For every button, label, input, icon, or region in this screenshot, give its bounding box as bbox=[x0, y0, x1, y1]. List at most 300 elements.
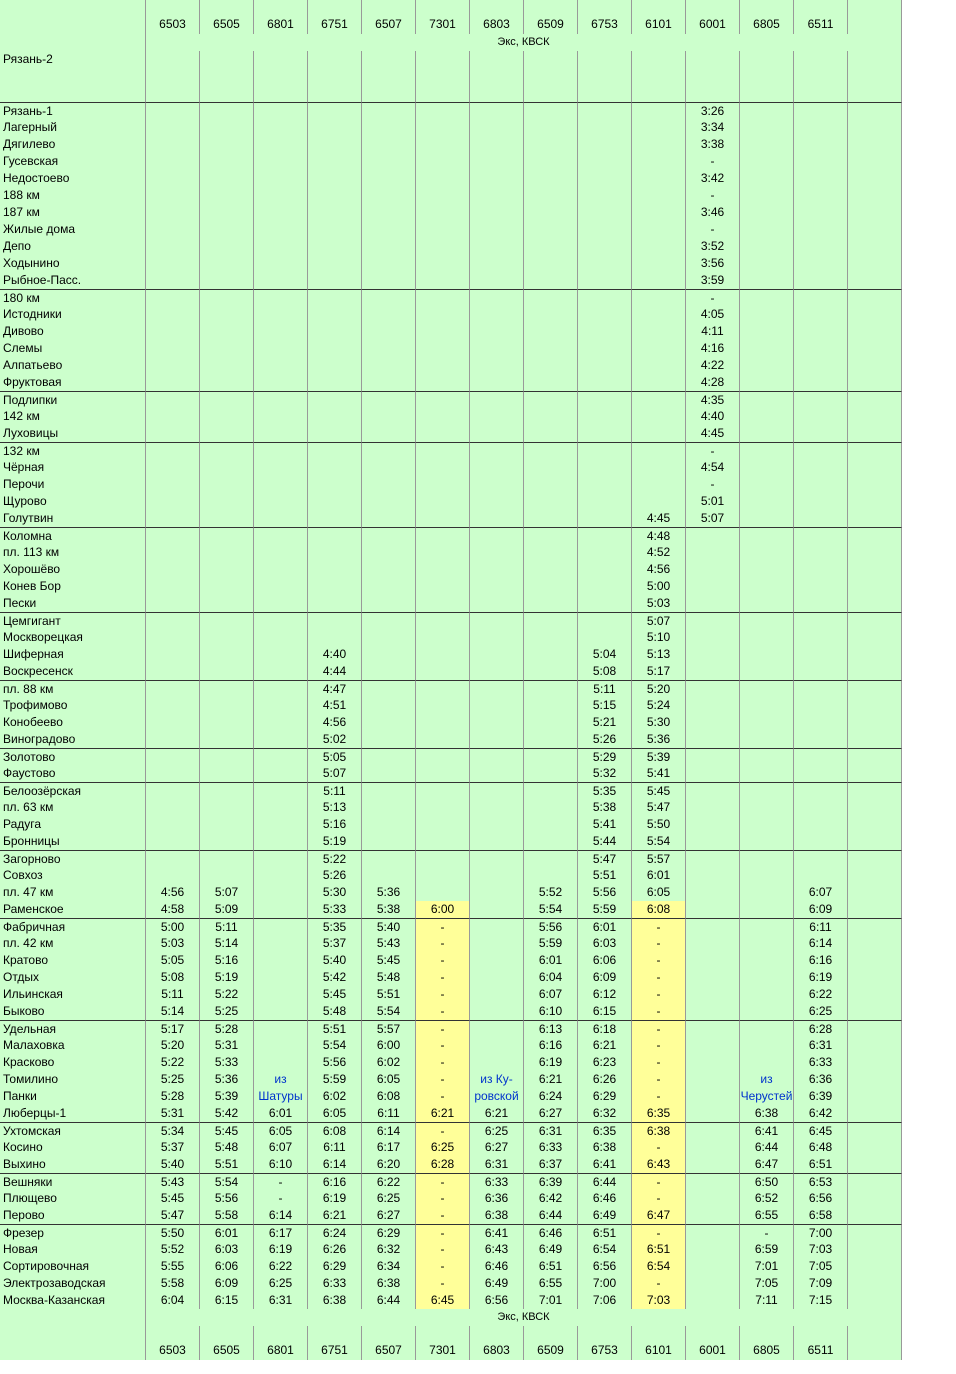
time-cell: 6:11 bbox=[362, 1105, 416, 1122]
time-cell bbox=[308, 221, 362, 238]
time-cell: 5:14 bbox=[146, 1003, 200, 1020]
time-cell bbox=[200, 221, 254, 238]
time-cell bbox=[578, 153, 632, 170]
time-cell bbox=[740, 867, 794, 884]
time-cell bbox=[362, 408, 416, 425]
time-cell bbox=[308, 289, 362, 306]
time-cell: 5:41 bbox=[578, 816, 632, 833]
time-cell bbox=[470, 1037, 524, 1054]
time-cell: 3:38 bbox=[686, 136, 740, 153]
time-cell bbox=[146, 680, 200, 697]
time-cell: 6:11 bbox=[308, 1139, 362, 1156]
time-cell: - bbox=[686, 476, 740, 493]
time-cell bbox=[146, 714, 200, 731]
time-cell: 5:47 bbox=[578, 850, 632, 867]
row-end bbox=[848, 1207, 902, 1224]
time-cell bbox=[362, 221, 416, 238]
time-cell bbox=[794, 850, 848, 867]
time-cell: 6:42 bbox=[794, 1105, 848, 1122]
time-cell: 4:40 bbox=[308, 646, 362, 663]
time-cell: 5:30 bbox=[308, 884, 362, 901]
time-cell bbox=[362, 442, 416, 459]
time-cell: - bbox=[632, 969, 686, 986]
time-cell bbox=[470, 459, 524, 476]
time-cell bbox=[254, 969, 308, 986]
time-cell bbox=[686, 969, 740, 986]
time-cell bbox=[740, 136, 794, 153]
time-cell bbox=[254, 1054, 308, 1071]
row-end bbox=[848, 1241, 902, 1258]
row-end bbox=[848, 816, 902, 833]
time-cell: 7:01 bbox=[740, 1258, 794, 1275]
time-cell bbox=[146, 799, 200, 816]
row-end bbox=[848, 612, 902, 629]
time-cell bbox=[254, 119, 308, 136]
time-cell bbox=[794, 816, 848, 833]
time-cell bbox=[254, 408, 308, 425]
time-cell: 6:20 bbox=[362, 1156, 416, 1173]
time-cell bbox=[524, 425, 578, 442]
blank-cell bbox=[470, 68, 524, 102]
time-cell: 6:21 bbox=[308, 1207, 362, 1224]
time-cell bbox=[632, 170, 686, 187]
time-cell bbox=[254, 374, 308, 391]
time-cell bbox=[308, 629, 362, 646]
train-number-header: 6753 bbox=[578, 0, 632, 34]
time-cell bbox=[308, 272, 362, 289]
time-cell bbox=[470, 374, 524, 391]
time-cell bbox=[308, 527, 362, 544]
time-cell bbox=[308, 459, 362, 476]
station-name: Плющево bbox=[0, 1190, 146, 1207]
time-cell: 5:31 bbox=[200, 1037, 254, 1054]
time-cell bbox=[470, 153, 524, 170]
time-cell bbox=[362, 867, 416, 884]
time-cell bbox=[416, 459, 470, 476]
row-end bbox=[848, 901, 902, 918]
time-cell bbox=[632, 289, 686, 306]
time-cell: 5:07 bbox=[200, 884, 254, 901]
time-cell: 6:55 bbox=[524, 1275, 578, 1292]
time-cell: 5:50 bbox=[146, 1224, 200, 1241]
train-number-header: 6753 bbox=[578, 1326, 632, 1360]
row-end bbox=[848, 731, 902, 748]
time-cell bbox=[146, 782, 200, 799]
time-cell bbox=[200, 561, 254, 578]
time-cell: 4:11 bbox=[686, 323, 740, 340]
time-cell bbox=[686, 663, 740, 680]
time-cell bbox=[524, 119, 578, 136]
time-cell bbox=[254, 799, 308, 816]
row-end bbox=[848, 714, 902, 731]
time-cell: 6:00 bbox=[362, 1037, 416, 1054]
station-name: Дивово bbox=[0, 323, 146, 340]
train-number-header: 6507 bbox=[362, 1326, 416, 1360]
row-end bbox=[848, 680, 902, 697]
time-cell: 5:01 bbox=[686, 493, 740, 510]
time-cell bbox=[308, 374, 362, 391]
time-cell: 5:54 bbox=[308, 1037, 362, 1054]
time-cell: - bbox=[416, 1020, 470, 1037]
time-cell bbox=[200, 850, 254, 867]
time-cell bbox=[470, 918, 524, 935]
time-cell: 5:15 bbox=[578, 697, 632, 714]
time-cell bbox=[524, 459, 578, 476]
row-end bbox=[848, 391, 902, 408]
row-end bbox=[848, 952, 902, 969]
time-cell bbox=[254, 238, 308, 255]
time-cell bbox=[254, 1020, 308, 1037]
time-cell: 5:08 bbox=[578, 663, 632, 680]
time-cell: 6:51 bbox=[578, 1224, 632, 1241]
time-cell bbox=[686, 867, 740, 884]
time-cell bbox=[308, 136, 362, 153]
time-cell bbox=[470, 391, 524, 408]
time-cell: - bbox=[416, 1122, 470, 1139]
time-cell bbox=[362, 306, 416, 323]
time-cell bbox=[254, 510, 308, 527]
time-cell: 7:11 bbox=[740, 1292, 794, 1309]
time-cell bbox=[470, 1054, 524, 1071]
time-cell bbox=[362, 510, 416, 527]
time-cell bbox=[146, 476, 200, 493]
time-cell bbox=[416, 799, 470, 816]
time-cell bbox=[362, 561, 416, 578]
time-cell: 4:56 bbox=[146, 884, 200, 901]
time-cell bbox=[578, 459, 632, 476]
time-cell: 6:31 bbox=[254, 1292, 308, 1309]
station-name: Лагерный bbox=[0, 119, 146, 136]
time-cell bbox=[308, 51, 362, 68]
time-cell: 5:40 bbox=[308, 952, 362, 969]
time-cell: 6:09 bbox=[578, 969, 632, 986]
row-end bbox=[848, 425, 902, 442]
station-name: Москва-Казанская bbox=[0, 1292, 146, 1309]
row-end bbox=[848, 459, 902, 476]
time-cell: 5:54 bbox=[632, 833, 686, 850]
time-cell bbox=[362, 850, 416, 867]
time-cell bbox=[686, 935, 740, 952]
time-cell bbox=[254, 867, 308, 884]
station-name: Выхино bbox=[0, 1156, 146, 1173]
time-cell bbox=[740, 884, 794, 901]
time-cell bbox=[470, 476, 524, 493]
time-cell bbox=[200, 323, 254, 340]
time-cell bbox=[254, 1003, 308, 1020]
time-cell bbox=[578, 119, 632, 136]
time-cell bbox=[686, 595, 740, 612]
time-cell bbox=[794, 442, 848, 459]
time-cell bbox=[686, 1088, 740, 1105]
station-name: Голутвин bbox=[0, 510, 146, 527]
time-cell: - bbox=[632, 1020, 686, 1037]
time-cell bbox=[470, 799, 524, 816]
time-cell: 6:56 bbox=[578, 1258, 632, 1275]
time-cell: 6:38 bbox=[740, 1105, 794, 1122]
time-cell bbox=[524, 510, 578, 527]
time-cell: 6:05 bbox=[308, 1105, 362, 1122]
time-cell: - bbox=[686, 289, 740, 306]
time-cell bbox=[200, 374, 254, 391]
time-cell: 5:39 bbox=[632, 748, 686, 765]
row-end bbox=[848, 153, 902, 170]
time-cell bbox=[686, 1122, 740, 1139]
time-cell bbox=[470, 493, 524, 510]
time-cell bbox=[578, 629, 632, 646]
time-cell bbox=[416, 323, 470, 340]
train-number-header: 6805 bbox=[740, 0, 794, 34]
time-cell bbox=[146, 187, 200, 204]
time-cell bbox=[254, 221, 308, 238]
time-cell: 6:11 bbox=[794, 918, 848, 935]
time-cell: 5:47 bbox=[146, 1207, 200, 1224]
time-cell bbox=[686, 714, 740, 731]
time-cell bbox=[254, 952, 308, 969]
time-cell: 6:47 bbox=[632, 1207, 686, 1224]
time-cell bbox=[362, 238, 416, 255]
blank-cell bbox=[200, 68, 254, 102]
time-cell: 6:22 bbox=[254, 1258, 308, 1275]
origin-note: Шатуры bbox=[254, 1088, 308, 1105]
time-cell: 6:10 bbox=[254, 1156, 308, 1173]
time-cell bbox=[524, 391, 578, 408]
time-cell bbox=[578, 187, 632, 204]
time-cell bbox=[254, 459, 308, 476]
time-cell bbox=[362, 731, 416, 748]
time-cell bbox=[308, 238, 362, 255]
time-cell: 6:46 bbox=[578, 1190, 632, 1207]
row-end bbox=[848, 289, 902, 306]
time-cell: 6:54 bbox=[578, 1241, 632, 1258]
train-number-header: 6505 bbox=[200, 1326, 254, 1360]
time-cell bbox=[146, 153, 200, 170]
station-name: Депо bbox=[0, 238, 146, 255]
time-cell bbox=[146, 136, 200, 153]
time-cell bbox=[200, 629, 254, 646]
time-cell: 6:01 bbox=[200, 1224, 254, 1241]
time-cell bbox=[794, 544, 848, 561]
time-cell: - bbox=[632, 1139, 686, 1156]
time-cell bbox=[308, 510, 362, 527]
time-cell: 5:48 bbox=[362, 969, 416, 986]
time-cell bbox=[524, 476, 578, 493]
time-cell: 6:25 bbox=[794, 1003, 848, 1020]
time-cell bbox=[686, 646, 740, 663]
time-cell: 4:54 bbox=[686, 459, 740, 476]
time-cell bbox=[254, 714, 308, 731]
time-cell bbox=[146, 850, 200, 867]
time-cell bbox=[740, 408, 794, 425]
time-cell: 6:32 bbox=[362, 1241, 416, 1258]
time-cell: 5:51 bbox=[308, 1020, 362, 1037]
time-cell bbox=[470, 595, 524, 612]
time-cell bbox=[632, 442, 686, 459]
time-cell: 4:47 bbox=[308, 680, 362, 697]
time-cell bbox=[632, 238, 686, 255]
time-cell: 6:49 bbox=[470, 1275, 524, 1292]
time-cell bbox=[740, 391, 794, 408]
time-cell bbox=[686, 1292, 740, 1309]
time-cell bbox=[308, 425, 362, 442]
train-number-header: 6509 bbox=[524, 0, 578, 34]
time-cell: 6:07 bbox=[524, 986, 578, 1003]
time-cell bbox=[254, 323, 308, 340]
time-cell: - bbox=[416, 1224, 470, 1241]
time-cell bbox=[632, 391, 686, 408]
time-cell bbox=[794, 187, 848, 204]
time-cell bbox=[254, 425, 308, 442]
time-cell bbox=[200, 748, 254, 765]
row-end bbox=[848, 306, 902, 323]
time-cell bbox=[740, 578, 794, 595]
time-cell: - bbox=[416, 1088, 470, 1105]
station-name: Фаустово bbox=[0, 765, 146, 782]
time-cell bbox=[740, 102, 794, 119]
time-cell: 5:13 bbox=[632, 646, 686, 663]
time-cell: - bbox=[740, 1224, 794, 1241]
time-cell bbox=[524, 51, 578, 68]
train-number-header: 6511 bbox=[794, 1326, 848, 1360]
time-cell bbox=[200, 340, 254, 357]
time-cell bbox=[740, 1037, 794, 1054]
station-name: Подлипки bbox=[0, 391, 146, 408]
time-cell bbox=[794, 833, 848, 850]
station-name: Фабричная bbox=[0, 918, 146, 935]
time-cell bbox=[200, 816, 254, 833]
time-cell: 5:35 bbox=[578, 782, 632, 799]
time-cell: 6:47 bbox=[740, 1156, 794, 1173]
header-end bbox=[848, 1326, 902, 1360]
time-cell bbox=[524, 799, 578, 816]
time-cell: 6:44 bbox=[740, 1139, 794, 1156]
time-cell bbox=[200, 714, 254, 731]
time-cell bbox=[794, 561, 848, 578]
time-cell bbox=[794, 663, 848, 680]
station-name: Коломна bbox=[0, 527, 146, 544]
time-cell bbox=[308, 255, 362, 272]
time-cell: - bbox=[632, 1003, 686, 1020]
time-cell bbox=[524, 493, 578, 510]
time-cell bbox=[362, 629, 416, 646]
train-number-header: 6101 bbox=[632, 0, 686, 34]
time-cell bbox=[470, 408, 524, 425]
time-cell bbox=[254, 1037, 308, 1054]
time-cell: - bbox=[632, 1054, 686, 1071]
time-cell: - bbox=[416, 1275, 470, 1292]
time-cell bbox=[740, 323, 794, 340]
express-label-spacer bbox=[0, 34, 146, 51]
station-name: пл. 42 км bbox=[0, 935, 146, 952]
time-cell: 6:54 bbox=[632, 1258, 686, 1275]
station-name: Недостоево bbox=[0, 170, 146, 187]
blank-row bbox=[0, 68, 146, 102]
time-cell: 6:05 bbox=[632, 884, 686, 901]
time-cell bbox=[254, 935, 308, 952]
time-cell bbox=[794, 527, 848, 544]
time-cell bbox=[470, 952, 524, 969]
time-cell bbox=[146, 340, 200, 357]
time-cell: 6:01 bbox=[632, 867, 686, 884]
time-cell: 5:20 bbox=[146, 1037, 200, 1054]
time-cell bbox=[578, 136, 632, 153]
time-cell bbox=[146, 408, 200, 425]
time-cell bbox=[632, 102, 686, 119]
time-cell: 4:40 bbox=[686, 408, 740, 425]
row-end bbox=[848, 765, 902, 782]
time-cell bbox=[578, 612, 632, 629]
time-cell bbox=[416, 595, 470, 612]
station-name: Рыбное-Пасс. bbox=[0, 272, 146, 289]
blank-cell bbox=[794, 68, 848, 102]
time-cell bbox=[470, 425, 524, 442]
time-cell bbox=[254, 748, 308, 765]
time-cell: 6:35 bbox=[632, 1105, 686, 1122]
time-cell: - bbox=[416, 1173, 470, 1190]
row-end bbox=[848, 799, 902, 816]
blank-cell bbox=[362, 68, 416, 102]
row-end bbox=[848, 476, 902, 493]
time-cell bbox=[200, 255, 254, 272]
time-cell bbox=[686, 1207, 740, 1224]
train-number-header: 7301 bbox=[416, 1326, 470, 1360]
time-cell bbox=[254, 986, 308, 1003]
time-cell: 5:04 bbox=[578, 646, 632, 663]
time-cell bbox=[740, 374, 794, 391]
time-cell bbox=[794, 731, 848, 748]
time-cell bbox=[362, 51, 416, 68]
time-cell: 6:29 bbox=[578, 1088, 632, 1105]
time-cell: 5:00 bbox=[632, 578, 686, 595]
time-cell bbox=[524, 646, 578, 663]
time-cell: 6:55 bbox=[740, 1207, 794, 1224]
train-number-header: 6801 bbox=[254, 0, 308, 34]
time-cell bbox=[308, 102, 362, 119]
time-cell bbox=[146, 442, 200, 459]
blank-cell bbox=[524, 68, 578, 102]
time-cell bbox=[524, 816, 578, 833]
time-cell bbox=[740, 527, 794, 544]
row-end bbox=[848, 782, 902, 799]
time-cell: 6:50 bbox=[740, 1173, 794, 1190]
origin-note: из bbox=[254, 1071, 308, 1088]
origin-note: из Ку- bbox=[470, 1071, 524, 1088]
row-end bbox=[848, 1139, 902, 1156]
time-cell bbox=[686, 1105, 740, 1122]
train-number-header: 6001 bbox=[686, 1326, 740, 1360]
time-cell bbox=[308, 612, 362, 629]
time-cell bbox=[308, 306, 362, 323]
time-cell bbox=[740, 680, 794, 697]
time-cell bbox=[794, 323, 848, 340]
time-cell bbox=[632, 204, 686, 221]
time-cell: 6:33 bbox=[470, 1173, 524, 1190]
time-cell bbox=[686, 782, 740, 799]
time-cell bbox=[632, 119, 686, 136]
time-cell: 5:40 bbox=[362, 918, 416, 935]
station-name: Рязань-1 bbox=[0, 102, 146, 119]
row-end bbox=[848, 238, 902, 255]
time-cell bbox=[362, 425, 416, 442]
time-cell bbox=[200, 493, 254, 510]
time-cell bbox=[416, 102, 470, 119]
station-name: Удельная bbox=[0, 1020, 146, 1037]
row-end bbox=[848, 527, 902, 544]
time-cell bbox=[470, 136, 524, 153]
time-cell bbox=[740, 969, 794, 986]
time-cell bbox=[632, 493, 686, 510]
time-cell: 6:22 bbox=[794, 986, 848, 1003]
time-cell bbox=[200, 51, 254, 68]
